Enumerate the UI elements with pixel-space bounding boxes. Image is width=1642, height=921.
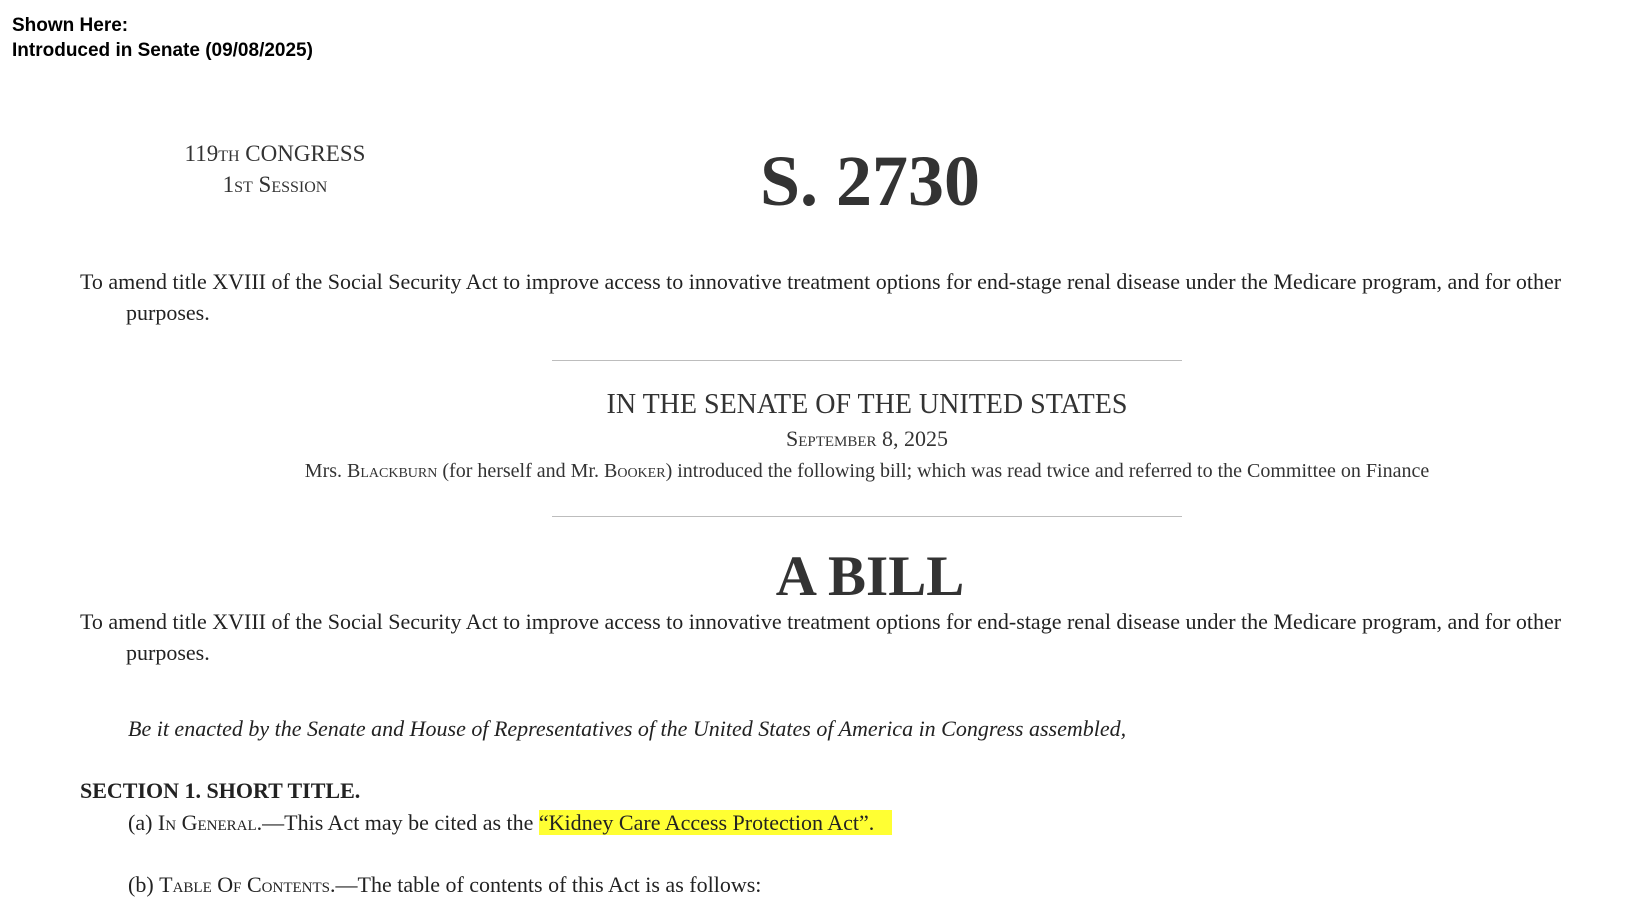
subsection-a xyxy=(128,808,892,838)
subsection-b-enum: (b) xyxy=(128,872,154,897)
cosponsor-name: Booker xyxy=(604,460,666,482)
subsection-a-enum: (a) xyxy=(128,810,153,835)
divider xyxy=(552,360,1182,361)
subsection-b-heading: Table Of Contents xyxy=(159,872,330,897)
chamber-heading: IN THE SENATE OF THE UNITED STATES xyxy=(606,389,1128,420)
session-number: 1 xyxy=(222,172,235,197)
enacting-clause: Be it enacted by the Senate and House of Representatives of the United States of America in Congress assembled, xyxy=(128,716,1127,741)
introduction-statement xyxy=(100,456,1634,486)
introduction-text-2: ) introduced the following bill; which was read twice and referred to the Committee on Finance xyxy=(665,460,1430,482)
version-info xyxy=(12,13,313,63)
congress-session xyxy=(150,138,400,200)
introduction-date: September 8, 2025 xyxy=(785,426,949,451)
bill-number: S. 2730 xyxy=(759,141,981,221)
subsection-a-text: .—This Act may be cited as the xyxy=(256,810,534,835)
introduction-text-1: (for herself and Mr. xyxy=(442,460,599,482)
sponsor-name: Blackburn xyxy=(347,460,438,482)
section-title: SECTION 1. SHORT TITLE. xyxy=(80,778,361,803)
subsection-b xyxy=(128,870,761,900)
subsection-a-heading: In General xyxy=(157,810,257,835)
session-line xyxy=(150,169,400,200)
congress-word: CONGRESS xyxy=(245,141,366,166)
bill-purpose-bottom: To amend title XVIII of the Social Security Act to improve access to innovative treatment options for end-stage renal disease under the Medicare program, and for other purposes. xyxy=(80,609,1562,665)
congress-number-suffix: th xyxy=(218,141,240,166)
short-title-highlight: “Kidney Care Access Protection Act”. xyxy=(539,810,892,835)
session-word: Session xyxy=(258,172,328,197)
congress-line xyxy=(150,138,400,169)
divider xyxy=(552,516,1182,517)
version-status: Introduced in Senate (09/08/2025) xyxy=(12,40,313,61)
version-label: Shown Here: xyxy=(12,15,129,36)
congress-number: 119 xyxy=(184,141,219,166)
bill-purpose-top: To amend title XVIII of the Social Security Act to improve access to innovative treatment options for end-stage renal disease under the Medicare program, and for other purposes. xyxy=(80,269,1562,325)
subsection-b-text: .—The table of contents of this Act is as follows: xyxy=(330,872,762,897)
bill-heading: A BILL xyxy=(775,545,965,608)
session-suffix: st xyxy=(234,172,253,197)
sponsor-title: Mrs. xyxy=(304,460,343,482)
